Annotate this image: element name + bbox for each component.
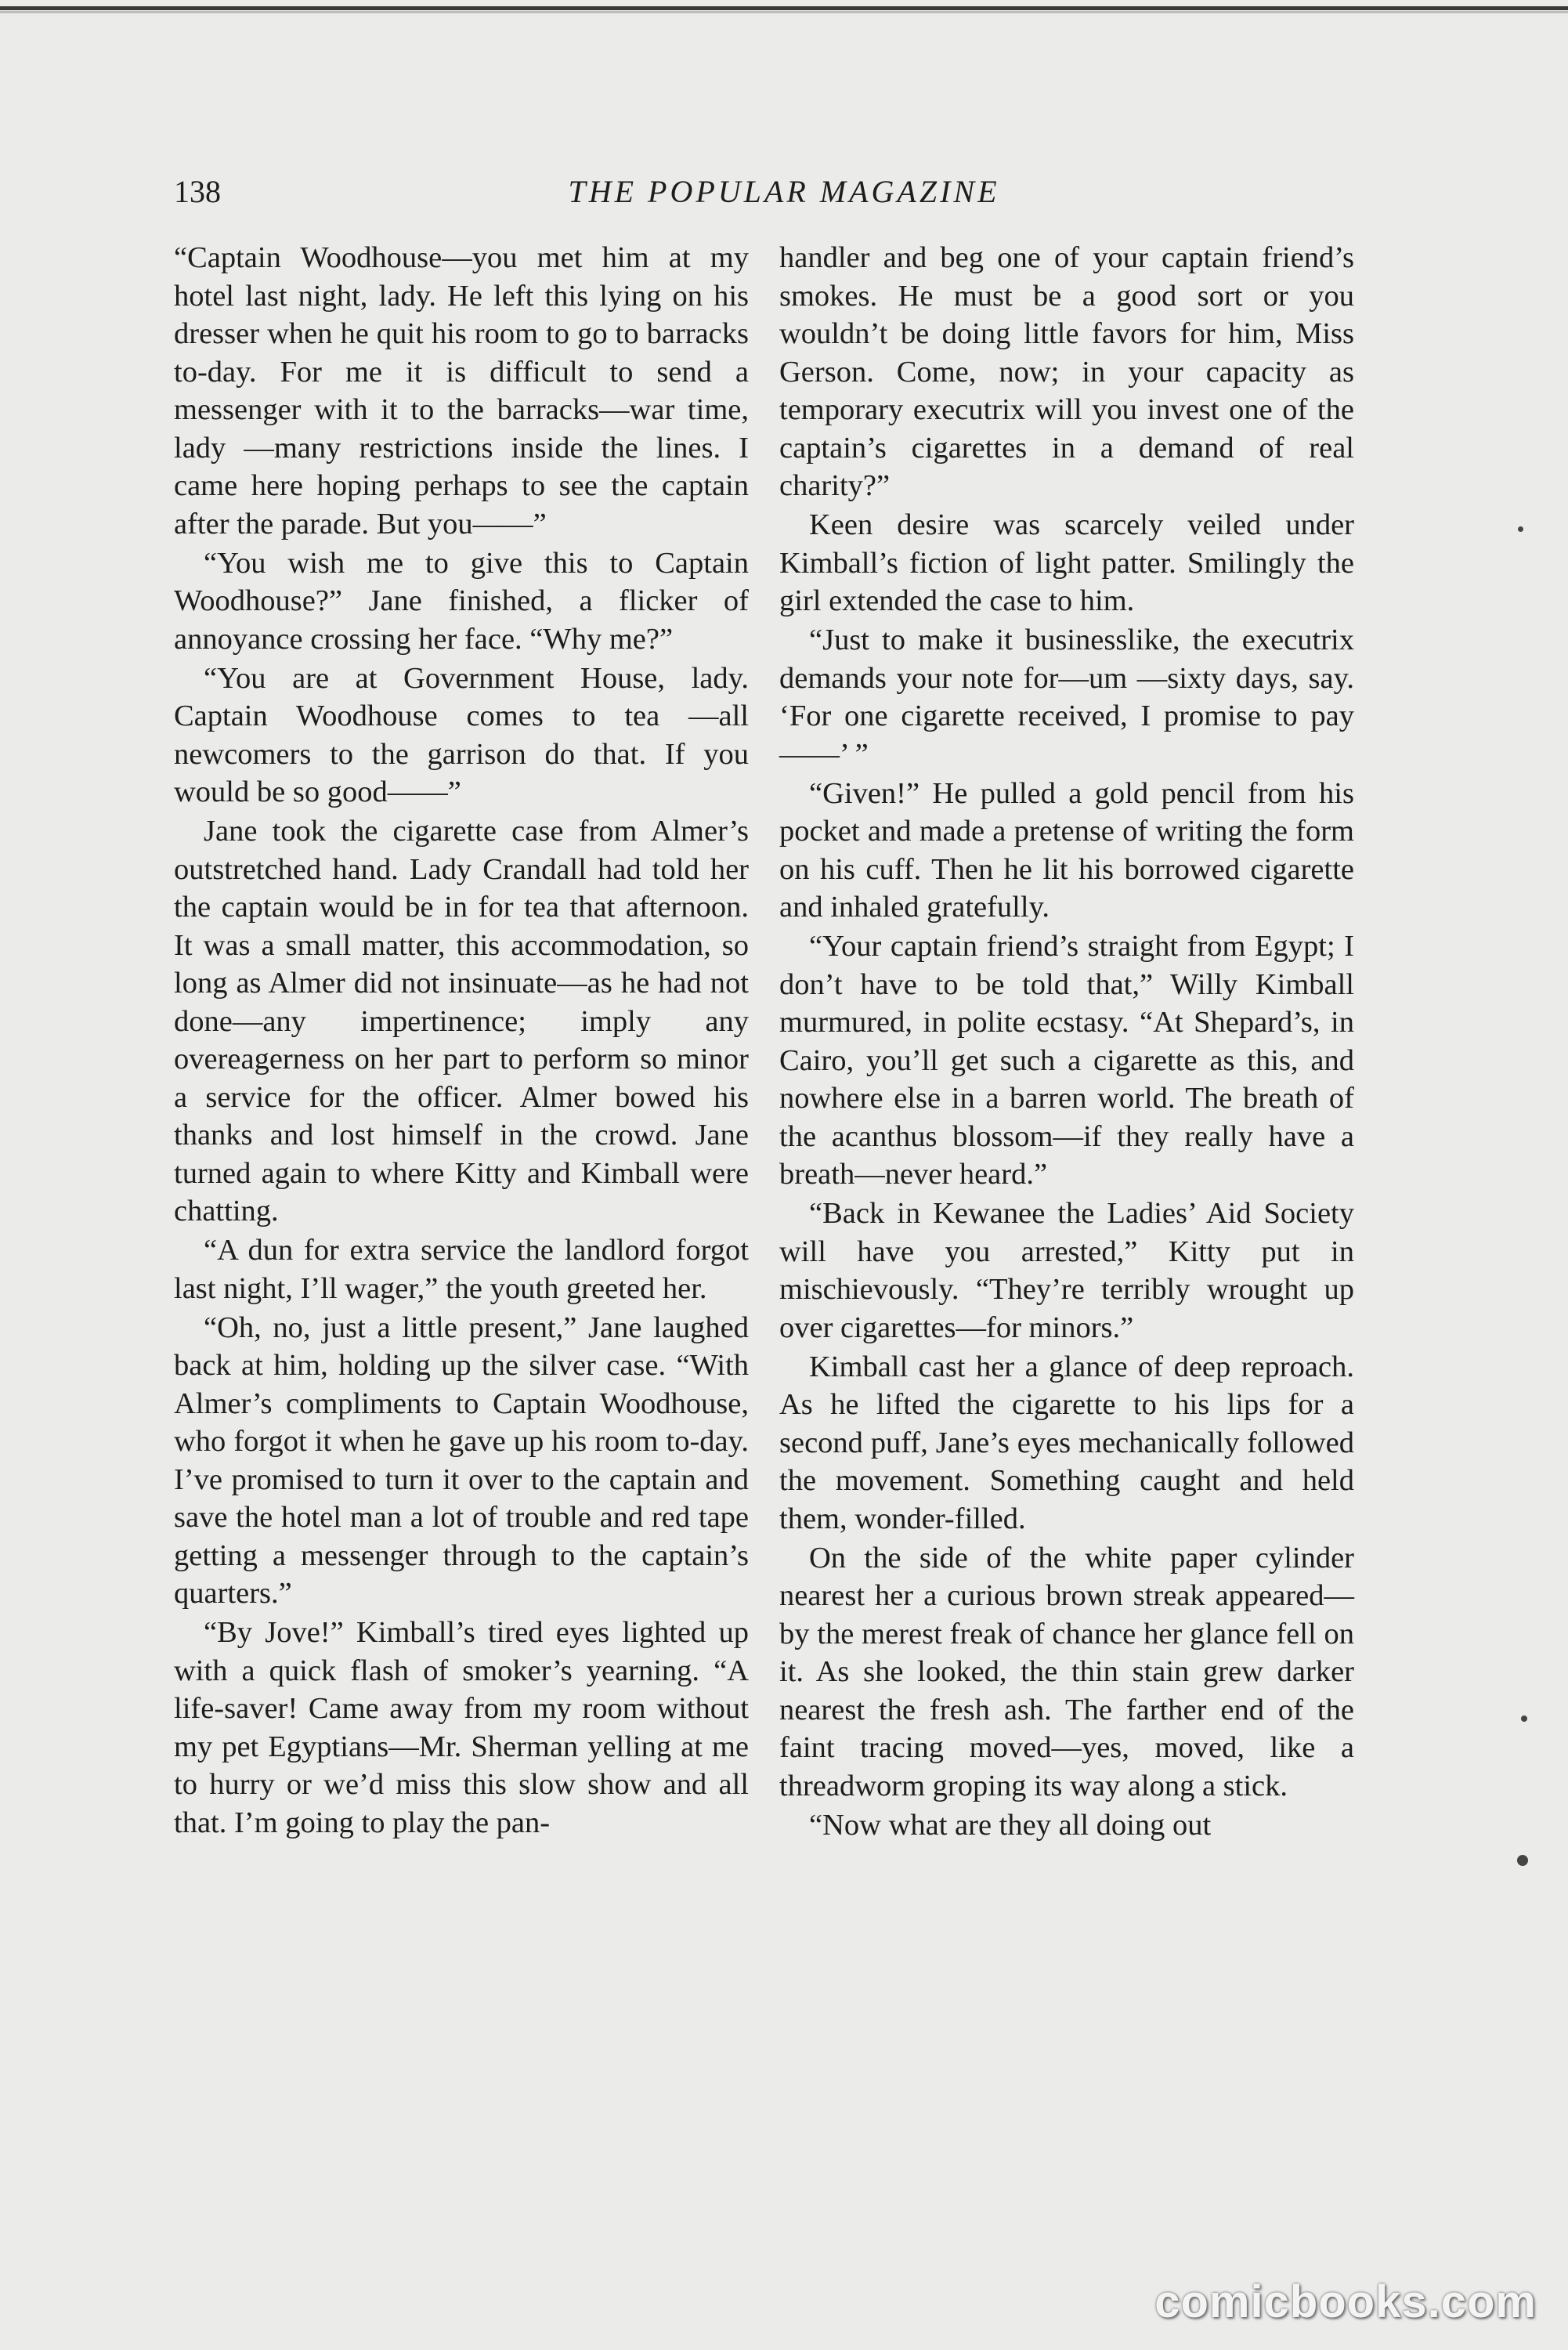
paragraph: On the side of the white paper cylinder nearest her a curious brown streak appeared—by the merest freak of chance her glance fell on it. As she looked, the thin stain grew darker nearest the fresh ash. The farther end of the faint tracing moved—yes, moved, like a threadworm groping its way along a stick. [779,1541,1354,1802]
paragraph: “Captain Woodhouse—you met him at my hotel last night, lady. He left this lying on his dresser when he quit his room to go to barracks to-day. For me it is difficult to send a messenger with it to the barracks—war time, lady —many restrictions inside the lines. I came here hoping perhaps to see the captain after the parade. But you——” [174,241,749,540]
top-rule [0,6,1568,10]
right-column [779,239,1354,1846]
paragraph: “You wish me to give this to Captain Woodhouse?” Jane finished, a flicker of annoyance crossing her face. “Why me?” [174,546,749,656]
paragraph: “Given!” He pulled a gold pencil from his pocket and made a pretense of writing the form on his cuff. Then he lit his borrowed cigarette and inhaled gratefully. [779,776,1354,924]
page-number: 138 [174,174,221,209]
top-rule-shadow [0,11,1568,13]
paper-speck [1521,1716,1527,1722]
paragraph: “By Jove!” Kimball’s tired eyes lighted up with a quick flash of smoker’s yearning. “A life-saver! Came away from my room without my pet Egyptians—Mr. Sherman yelling at me to hurry or we’d miss this slow show and all that. I’m going to play the pan- [174,1616,749,1839]
paper-speck [1518,526,1523,532]
paragraph: “Your captain friend’s straight from Egypt; I don’t have to be told that,” Willy Kimball murmured, in polite ecstasy. “At Shepard’s, in Cairo, you’ll get such a cigarette as this, and nowhere else in a barren world. The breath of the acanthus blossom—if they really have a breath—never heard.” [779,930,1354,1191]
paragraph: Keen desire was scarcely veiled under Kimball’s fiction of light patter. Smilingly the girl extended the case to him. [779,508,1354,617]
paragraph: “Just to make it businesslike, the executrix demands your note for—um —sixty days, say. ‘For one cigarette received, I promise to pay——’ ” [779,624,1354,771]
paragraph: “You are at Government House, lady. Captain Woodhouse comes to tea —all newcomers to the garrison do that. If you would be so good——” [174,661,749,808]
paragraph: Jane took the cigarette case from Almer’s outstretched hand. Lady Crandall had told her the captain would be in for tea that afternoon. It was a small matter, this accommodation, so long as Almer did not insinuate—as he had not done—any impertinence; imply any overeagerness on her part to perform so minor a service for the officer. Almer bowed his thanks and lost himself in the crowd. Jane turned again to where Kitty and Kimball were chatting. [174,815,749,1227]
paragraph-continuation: handler and beg one of your captain friend’s smokes. He must be a good sort or you wouldn’t be doing little favors for him, Miss Gerson. Come, now; in your capacity as temporary executrix will you invest one of the captain’s cigarettes in a demand of real charity?” [779,241,1354,502]
binding-hole [1517,1855,1528,1866]
paragraph: “Back in Kewanee the Ladies’ Aid Society will have you arrested,” Kitty put in mischievously. “They’re terribly wrought up over cigarettes—for minors.” [779,1197,1354,1344]
paragraph: Kimball cast her a glance of deep reproach. As he lifted the cigarette to his lips for a second puff, Jane’s eyes mechanically followed the movement. Something caught and held them, wonder-filled. [779,1350,1354,1535]
paragraph: “Oh, no, just a little present,” Jane laughed back at him, holding up the silver case. “With Almer’s compliments to Captain Woodhouse, who forgot it when he gave up his room to-day. I’ve promised to turn it over to the captain and save the hotel man a lot of trouble and red tape getting a messenger through to the captain’s quarters.” [174,1311,749,1610]
page-header [0,168,1568,215]
paragraph: “A dun for extra service the landlord forgot last night, I’ll wager,” the youth greeted her. [174,1234,749,1305]
watermark: comicbooks.com [1154,2276,1537,2327]
running-title: THE POPULAR MAGAZINE [568,174,1000,209]
left-column [174,239,749,1843]
paragraph: “Now what are they all doing out [809,1808,1212,1842]
